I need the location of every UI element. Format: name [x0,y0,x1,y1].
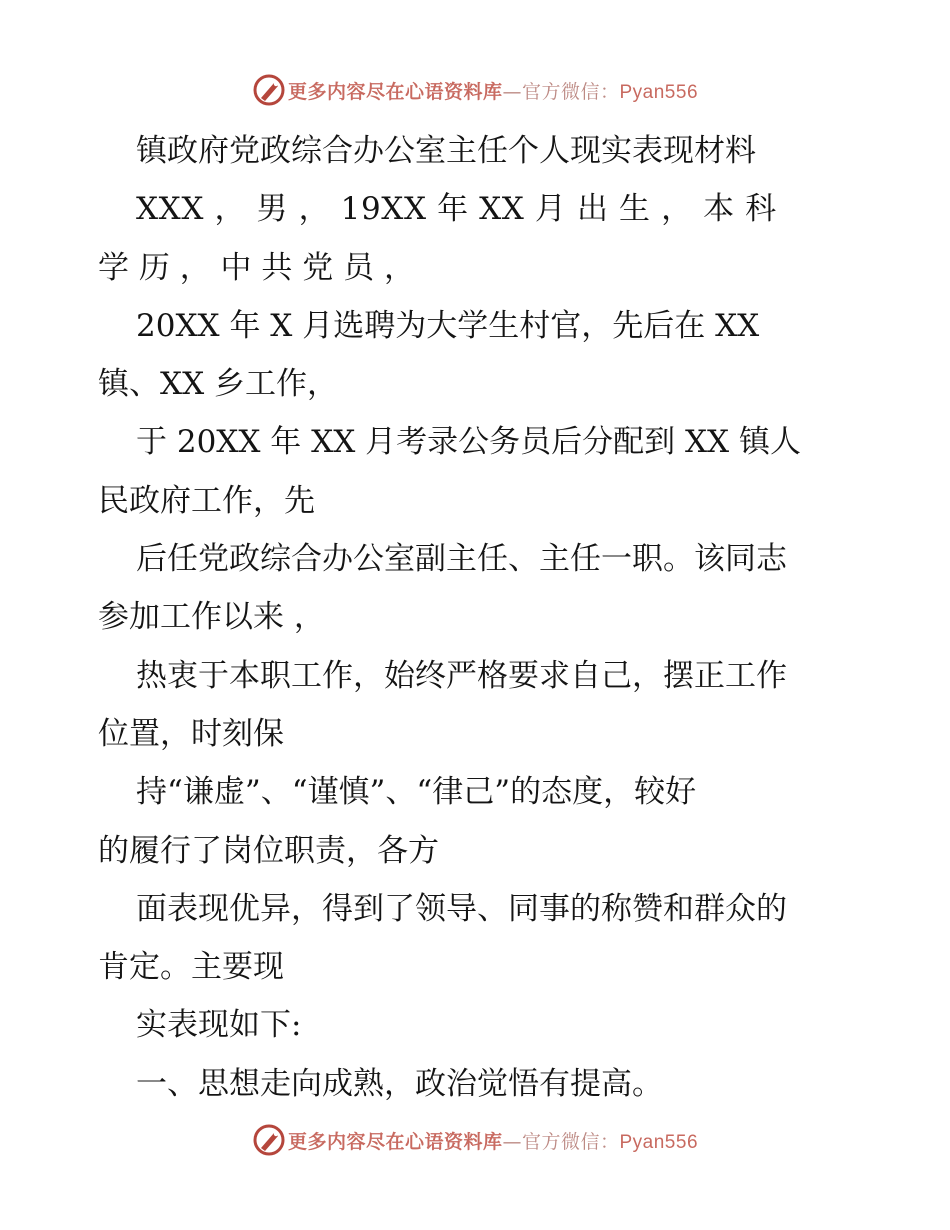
text-line: 面表现优异，得到了领导、同事的称赞和群众的 [136,890,787,927]
document-title: 镇政府党政综合办公室主任个人现实表现材料 [136,133,756,169]
text-line: 20XX 年 X 月选聘为大学生村官，先后在 XX [136,307,760,344]
text-line: 参加工作以来 ， [98,599,325,636]
pen-circle-logo-icon [252,73,286,107]
text-line: 后任党政综合办公室副主任、主任一职。该同志 [136,541,787,578]
text-line: 肯定。主要现 [98,949,284,986]
text-line: 民政府工作，先 [98,482,315,519]
text-line: 于 20XX 年 XX 月考录公务员后分配到 XX 镇人 [136,424,801,461]
document-body [98,122,858,1113]
text-line: 位置，时刻保 [98,715,284,752]
watermark-text: 更多内容尽在心语资料库—官方微信：Pyan556 [287,1130,699,1153]
watermark-banner-top [0,70,950,110]
section-heading: 一、思想走向成熟，政治觉悟有提高。 [136,1065,663,1102]
watermark-banner-bottom [0,1120,950,1160]
text-line: 的履行了岗位职责，各方 [98,832,439,869]
text-line: 热衷于本职工作，始终严格要求自己，摆正工作 [136,657,787,694]
text-line: 学 历 ， 中 共 党 员 ， [98,249,415,286]
watermark-text: 更多内容尽在心语资料库—官方微信：Pyan556 [287,80,699,103]
text-line: 镇、XX 乡工作， [98,366,338,403]
text-line: 持“谦虚”、“谨慎”、“律己”的态度，较好 [136,774,697,811]
text-line: 实表现如下: [136,1007,302,1044]
pen-circle-logo-icon [252,1123,286,1157]
text-line: XXX ， 男 ， 19XX 年 XX 月 出 生 ， 本 科 [136,191,777,228]
